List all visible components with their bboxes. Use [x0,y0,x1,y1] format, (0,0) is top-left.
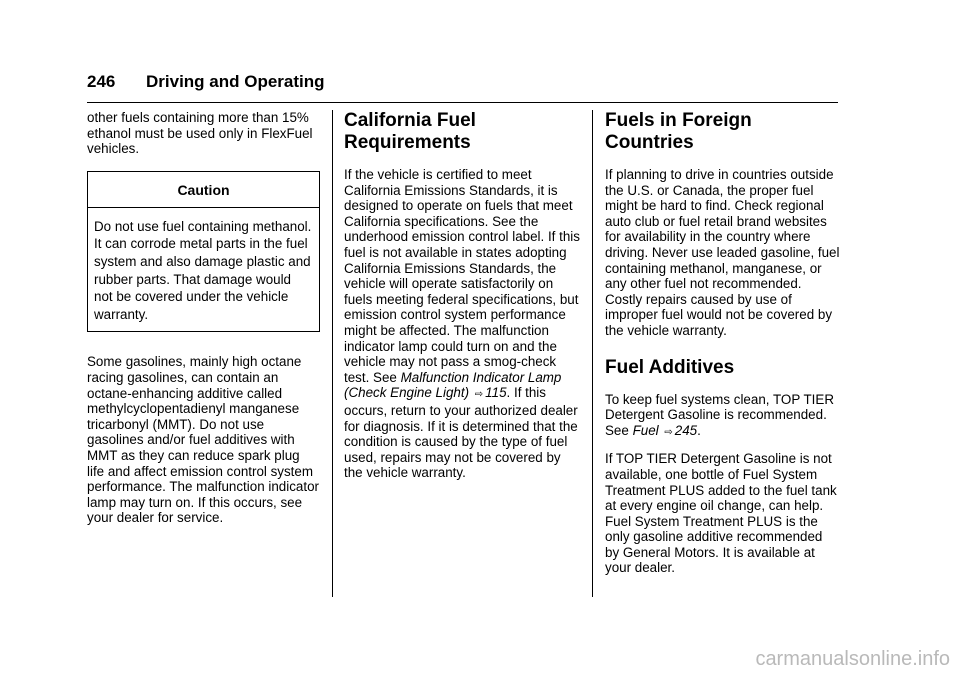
caution-box [87,171,320,333]
paragraph: If planning to drive in countries outside the U.S. or Canada, the proper fuel might be hard to find. Check regional auto club or fuel retail brand websites for availability in the country where driving. Never use leaded gasoline, fuel containing methanol, manganese, or any other fuel not recommended. Costly repairs caused by use of improper fuel would not be covered by the vehicle warranty. [605,167,840,338]
column-divider-1 [332,110,333,597]
page-ref-number[interactable]: 115 [485,385,507,401]
page-ref-number[interactable]: 245 [674,422,698,438]
text: . If this occurs, return to your authorized dealer for diagnosis. If it is determined that the condition is caused by the type of fuel used, repairs may not be covered by the vehicle warranty. [344,385,578,481]
paragraph [344,167,580,481]
column-1 [87,110,319,537]
paragraph [605,392,840,441]
column-3 [605,110,840,587]
cross-reference-link[interactable]: Malfunction Indicator Lamp (Check Engine Light) [344,369,562,401]
column-2 [344,110,580,492]
text: To keep fuel systems clean, TOP TIER Detergent Gasoline is recommended. See [605,391,834,438]
page-number: 246 [87,72,116,91]
paragraph: other fuels containing more than 15% ethanol must be used only in FlexFuel vehicles. [87,110,313,157]
heading-california-fuel: California Fuel Requirements [344,110,476,153]
page-header [87,72,838,103]
section-title: Driving and Operating [146,72,325,91]
page-ref-arrow-icon: ⇨ [474,389,484,401]
paragraph: If TOP TIER Detergent Gasoline is not available, one bottle of Fuel System Treatment PLUS added to the fuel tank at every engine oil change, can help. Fuel System Treatment PLUS is the only gasoline additive recommended by General Motors. It is available at your dealer. [605,451,837,576]
text: . [697,422,701,438]
page-ref-arrow-icon: ⇨ [664,426,673,438]
text: If the vehicle is certified to meet California Emissions Standards, it is designed to operate on fuels that meet California specifications. See the underhood emission control label. If this fuel is not available in states adopting California Emissions Standards, the vehicle will operate satisfactorily on fuels meeting federal specifications, but emission control system performance might be affected. The malfunction indicator lamp could turn on and the vehicle may not pass a smog-check test. See [344,167,580,385]
caution-title: Caution [88,172,319,208]
paragraph: Some gasolines, mainly high octane racing gasolines, can contain an octane-enhancing additive called methylcyclopentadienyl manganese tricarbonyl (MMT). Do not use gasolines and/or fuel additives with MMT as they can reduce spark plug life and affect emission control system performance. The malfunction indicator lamp may turn on. If this occurs, see your dealer for service. [87,354,319,526]
heading-fuel-additives: Fuel Additives [605,356,735,378]
heading-fuels-foreign: Fuels in Foreign Countries [605,110,752,153]
watermark-text: carmanualsonline.info [755,648,950,670]
cross-reference-link[interactable]: Fuel [632,422,659,438]
column-divider-2 [592,110,593,597]
caution-text: Do not use fuel containing methanol. It can corrode metal parts in the fuel system and also damage plastic and rubber parts. That damage would not be covered under the vehicle warranty. [94,218,312,322]
